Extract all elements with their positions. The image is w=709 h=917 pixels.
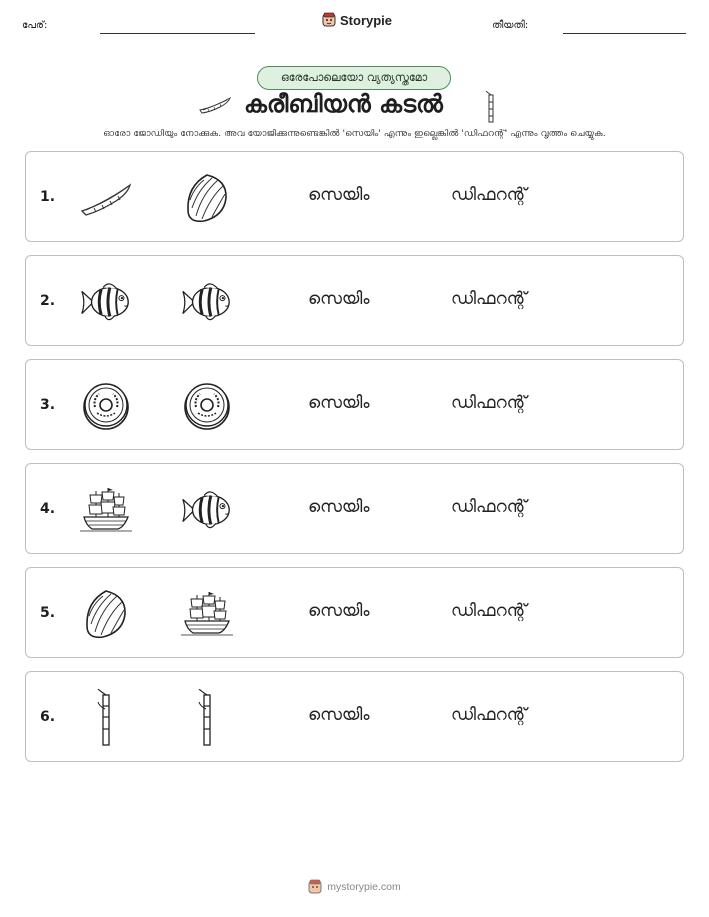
sugarcane-icon xyxy=(197,689,217,747)
right-picture xyxy=(179,276,235,328)
different-option[interactable]: ഡിഫറന്റ് xyxy=(451,601,527,621)
sugarcane-icon xyxy=(484,91,498,123)
sugarcane-icon xyxy=(96,689,116,747)
same-option[interactable]: സെയിം xyxy=(308,497,370,517)
question-row xyxy=(25,151,684,242)
date-field[interactable] xyxy=(563,33,686,34)
title-row xyxy=(0,90,709,124)
question-number: 1. xyxy=(40,189,56,205)
left-picture xyxy=(78,276,134,328)
left-picture xyxy=(78,588,134,640)
name-field[interactable] xyxy=(100,33,255,34)
brand-name: Storypie xyxy=(340,12,393,28)
footer xyxy=(0,879,709,895)
fish-icon xyxy=(179,485,235,535)
question-row xyxy=(25,671,684,762)
different-option[interactable]: ഡിഫറന്റ് xyxy=(451,289,527,309)
right-picture xyxy=(179,484,235,536)
question-row xyxy=(25,463,684,554)
right-picture xyxy=(179,380,235,432)
cocoa-pod-icon xyxy=(182,172,232,224)
right-picture xyxy=(179,172,235,224)
same-option[interactable]: സെയിം xyxy=(308,705,370,725)
gold-coin-icon xyxy=(81,381,131,431)
gold-coin-icon xyxy=(182,381,232,431)
sailing-ship-icon xyxy=(78,485,134,535)
question-number: 2. xyxy=(40,293,56,309)
different-option[interactable]: ഡിഫറന്റ് xyxy=(451,393,527,413)
different-option[interactable]: ഡിഫറന്റ് xyxy=(451,705,527,725)
left-picture xyxy=(78,692,134,744)
right-picture xyxy=(179,692,235,744)
date-label: തീയതി: xyxy=(492,20,529,31)
different-option[interactable]: ഡിഫറന്റ് xyxy=(451,185,527,205)
question-number: 5. xyxy=(40,605,56,621)
storypie-mascot-icon xyxy=(322,12,336,28)
question-row xyxy=(25,359,684,450)
question-number: 6. xyxy=(40,709,56,725)
same-option[interactable]: സെയിം xyxy=(308,185,370,205)
question-row xyxy=(25,255,684,346)
question-number: 4. xyxy=(40,501,56,517)
brand-logo xyxy=(322,12,392,28)
fish-icon xyxy=(179,277,235,327)
worksheet-type-badge: ഒരേപോലെയോ വ്യത്യസ്തമോ xyxy=(257,66,451,90)
worksheet-header xyxy=(0,0,709,40)
question-number: 3. xyxy=(40,397,56,413)
canoe-icon xyxy=(78,177,134,219)
fish-icon xyxy=(78,277,134,327)
canoe-icon xyxy=(198,95,232,115)
footer-site: mystorypie.com xyxy=(327,881,401,893)
name-label: പേര്: xyxy=(22,20,48,31)
different-option[interactable]: ഡിഫറന്റ് xyxy=(451,497,527,517)
left-picture xyxy=(78,172,134,224)
left-picture xyxy=(78,380,134,432)
right-picture xyxy=(179,588,235,640)
same-option[interactable]: സെയിം xyxy=(308,601,370,621)
page-title: കരീബിയൻ കടൽ xyxy=(244,90,443,118)
sailing-ship-icon xyxy=(179,589,235,639)
instructions: ഓരോ ജോഡിയും നോക്കുക. അവ യോജിക്കുന്നുണ്ടെങ്കിൽ 'സെയിം' എന്നും ഇല്ലെങ്കിൽ 'ഡിഫറന്റ്' എന്നും വൃത്തം ചെയ്യുക. xyxy=(103,128,606,139)
same-option[interactable]: സെയിം xyxy=(308,289,370,309)
same-option[interactable]: സെയിം xyxy=(308,393,370,413)
storypie-mascot-icon xyxy=(308,879,322,895)
left-picture xyxy=(78,484,134,536)
question-row xyxy=(25,567,684,658)
cocoa-pod-icon xyxy=(81,588,131,640)
